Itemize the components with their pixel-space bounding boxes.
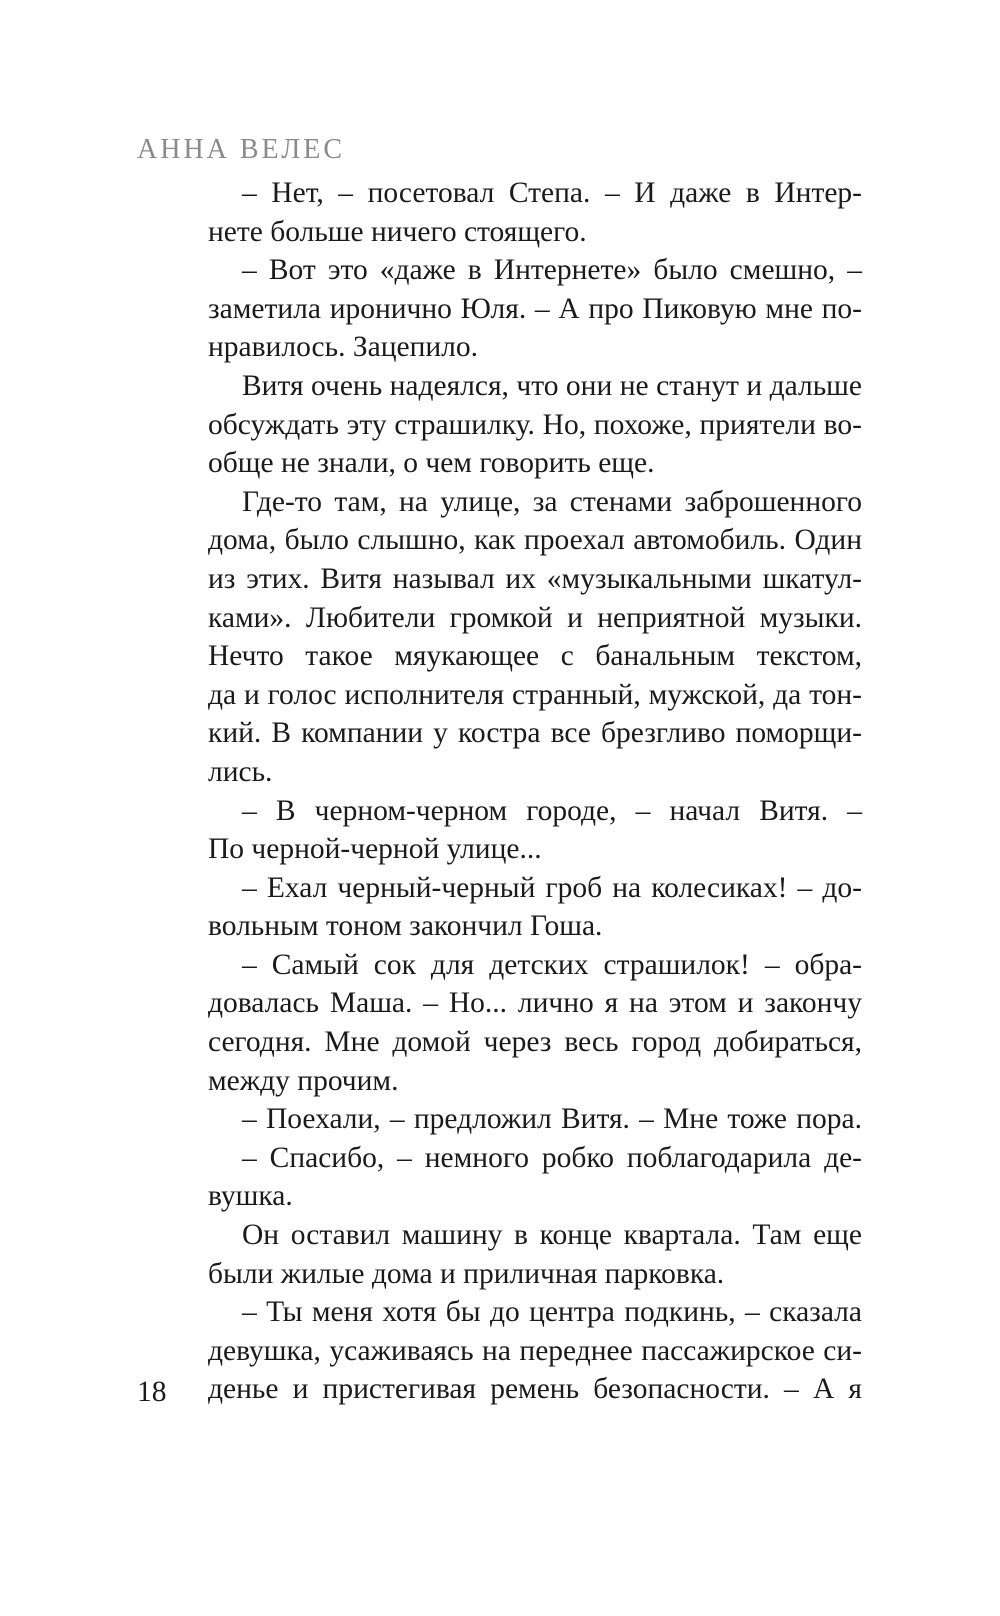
- text-line: Он оставил машину в конце квартала. Там еще: [242, 1219, 862, 1252]
- text-line: – Нет, – посетовал Степа. – И даже в Интер-: [242, 177, 862, 209]
- text-line: между прочим.: [208, 1064, 399, 1097]
- text-line: лись.: [208, 755, 273, 788]
- text-line: денье и пристегивая ремень безопасности. – А я: [208, 1373, 862, 1406]
- text-line: довалась Маша. – Но... лично я на этом и закончу: [208, 987, 862, 1020]
- text-line: обще не знали, о чем говорить еще.: [208, 447, 655, 480]
- text-line: – Самый сок для детских страшилок! – обра-: [242, 948, 862, 981]
- text-line: Нечто такое мяукающее с банальным текстом,: [208, 640, 862, 673]
- text-line: – Ты меня хотя бы до центра подкинь, – сказала: [242, 1296, 862, 1329]
- page-number: 18: [137, 1376, 167, 1408]
- text-line: кий. В компании у костра все брезгливо поморщи-: [208, 717, 862, 750]
- text-line: По черной-черной улице...: [208, 833, 542, 866]
- text-line: – Ехал черный-черный гроб на колесиках! – до-: [242, 871, 862, 904]
- running-head: АННА ВЕЛЕС: [137, 134, 346, 165]
- text-line: нравилось. Зацепило.: [208, 331, 479, 364]
- text-line: Витя очень надеялся, что они не станут и дальше: [242, 369, 862, 402]
- text-line: ками». Любители громкой и неприятной музыки.: [208, 601, 862, 634]
- text-line: вольным тоном закончил Гоша.: [208, 910, 603, 943]
- text-line: – В черном-черном городе, – начал Витя. –: [242, 794, 862, 827]
- text-line: – Поехали, – предложил Витя. – Мне тоже пора.: [242, 1103, 862, 1136]
- text-line: заметила иронично Юля. – А про Пиковую мне по-: [208, 292, 862, 325]
- text-line: нете больше ничего стоящего.: [208, 215, 587, 248]
- text-line: сегодня. Мне домой через весь город добираться,: [208, 1026, 862, 1059]
- text-line: дома, было слышно, как проехал автомобиль. Один: [208, 524, 862, 557]
- text-line: обсуждать эту страшилку. Но, похоже, приятели во-: [208, 408, 862, 441]
- text-line: – Спасибо, – немного робко поблагодарила де-: [242, 1141, 862, 1174]
- text-line: Где-то там, на улице, за стенами заброшенного: [242, 485, 862, 518]
- text-line: девушка, усаживаясь на переднее пассажирское си-: [208, 1334, 862, 1367]
- text-line: – Вот это «даже в Интернете» было смешно, –: [242, 254, 862, 287]
- text-line: были жилые дома и приличная парковка.: [208, 1257, 725, 1290]
- text-line: да и голос исполнителя странный, мужской, да тон-: [208, 678, 862, 711]
- text-line: из этих. Витя называл их «музыкальными шкатул-: [208, 562, 862, 595]
- text-line: вушка.: [208, 1180, 293, 1213]
- body-text: [208, 174, 862, 1409]
